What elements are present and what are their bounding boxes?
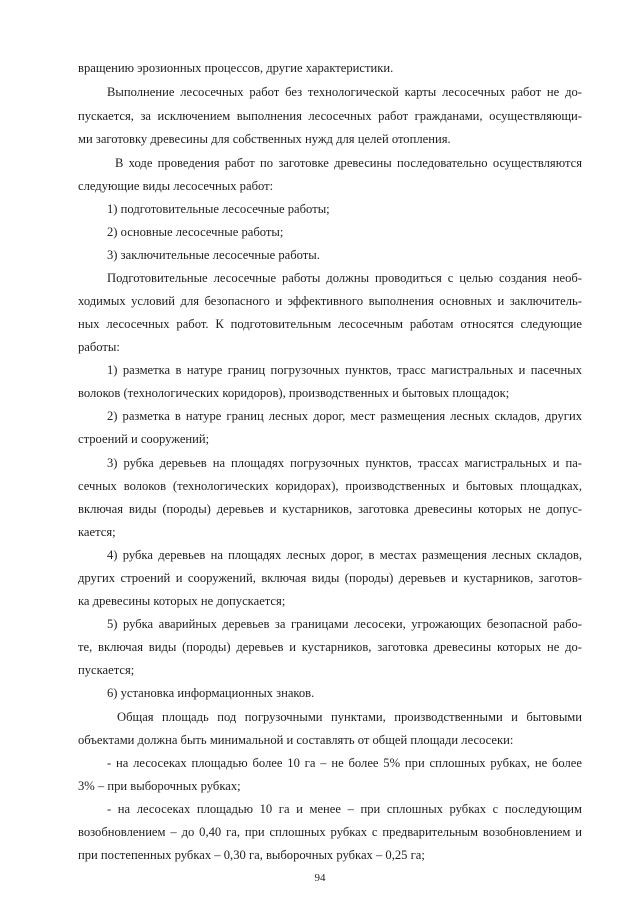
list-item: 3) рубка деревьев на площадях погрузочных пунктов, трассах магистральных и па- — [107, 456, 582, 470]
list-item: 1) подготовительные лесосечные работы; — [107, 202, 330, 216]
list-item: 3) заключительные лесосечные работы. — [107, 248, 320, 262]
list-item: 2) основные лесосечные работы; — [107, 225, 284, 239]
list-item: 1) разметка в натуре границ погрузочных пунктов, трасс магистральных и пасечных — [107, 363, 582, 377]
page-number: 94 — [314, 872, 326, 884]
text-line: волоков (технологических коридоров), производственных и бытовых площадок; — [78, 386, 510, 400]
text-line: ходимых условий для безопасного и эффективного выполнения основных и заключитель- — [78, 294, 582, 308]
text-line: пускается, за исключением выполнения лесосечных работ гражданами, осуществляющи- — [78, 109, 582, 123]
list-item: 5) рубка аварийных деревьев за границами лесосеки, угрожающих безопасной рабо- — [107, 617, 582, 631]
text-line: 3% – при выборочных рубках; — [78, 779, 241, 793]
text-line: строений и сооружений; — [78, 432, 210, 446]
text-line: ных лесосечных работ. К подготовительным лесосечным работам относятся следующие — [78, 317, 582, 331]
text-line: объектами должна быть минимальной и составлять от общей площади лесосеки: — [78, 733, 514, 747]
text-line: возобновлением – до 0,40 га, при сплошных рубках с предварительным возобновлением и — [78, 825, 582, 839]
text-line: Общая площадь под погрузочными пунктами, производственными и бытовыми — [117, 710, 582, 724]
text-line: ми заготовку древесины для собственных нужд для целей отопления. — [78, 132, 451, 146]
list-item: 2) разметка в натуре границ лесных дорог, мест размещения лесных складов, других — [107, 409, 582, 423]
text-line: ка древесины которых не допускается; — [78, 594, 286, 608]
list-item: 6) установка информационных знаков. — [107, 686, 315, 700]
text-line: Подготовительные лесосечные работы должны проводиться с целью создания необ- — [107, 271, 582, 285]
text-line: Выполнение лесосечных работ без технологической карты лесосечных работ не до- — [107, 85, 582, 99]
text-line: те, включая виды (породы) деревьев и кустарников, заготовка древесины которых не до- — [78, 640, 582, 654]
text-line: В ходе проведения работ по заготовке древесины последовательно осуществляются — [115, 156, 582, 170]
text-line: при постепенных рубках – 0,30 га, выборочных рубках – 0,25 га; — [78, 848, 425, 862]
text-line: следующие виды лесосечных работ: — [78, 179, 274, 193]
text-line: работы: — [78, 340, 120, 354]
text-line: сечных волоков (технологических коридорах), производственных и бытовых площадках, — [78, 479, 582, 493]
text-line: включая виды (породы) деревьев и кустарников, заготовка древесины которых не допус- — [78, 502, 582, 516]
list-item: - на лесосеках площадью более 10 га – не более 5% при сплошных рубках, не более — [107, 756, 582, 770]
list-item: - на лесосеках площадью 10 га и менее – при сплошных рубках с последующим — [107, 802, 582, 816]
text-line: вращению эрозионных процессов, другие характеристики. — [78, 61, 394, 75]
text-line: кается; — [78, 525, 116, 539]
list-item: 4) рубка деревьев на площадях лесных дорог, в местах размещения лесных складов, — [107, 548, 582, 562]
text-line: других строений и сооружений, включая виды (породы) деревьев и кустарников, заготов- — [78, 571, 582, 585]
text-line: пускается; — [78, 663, 135, 677]
